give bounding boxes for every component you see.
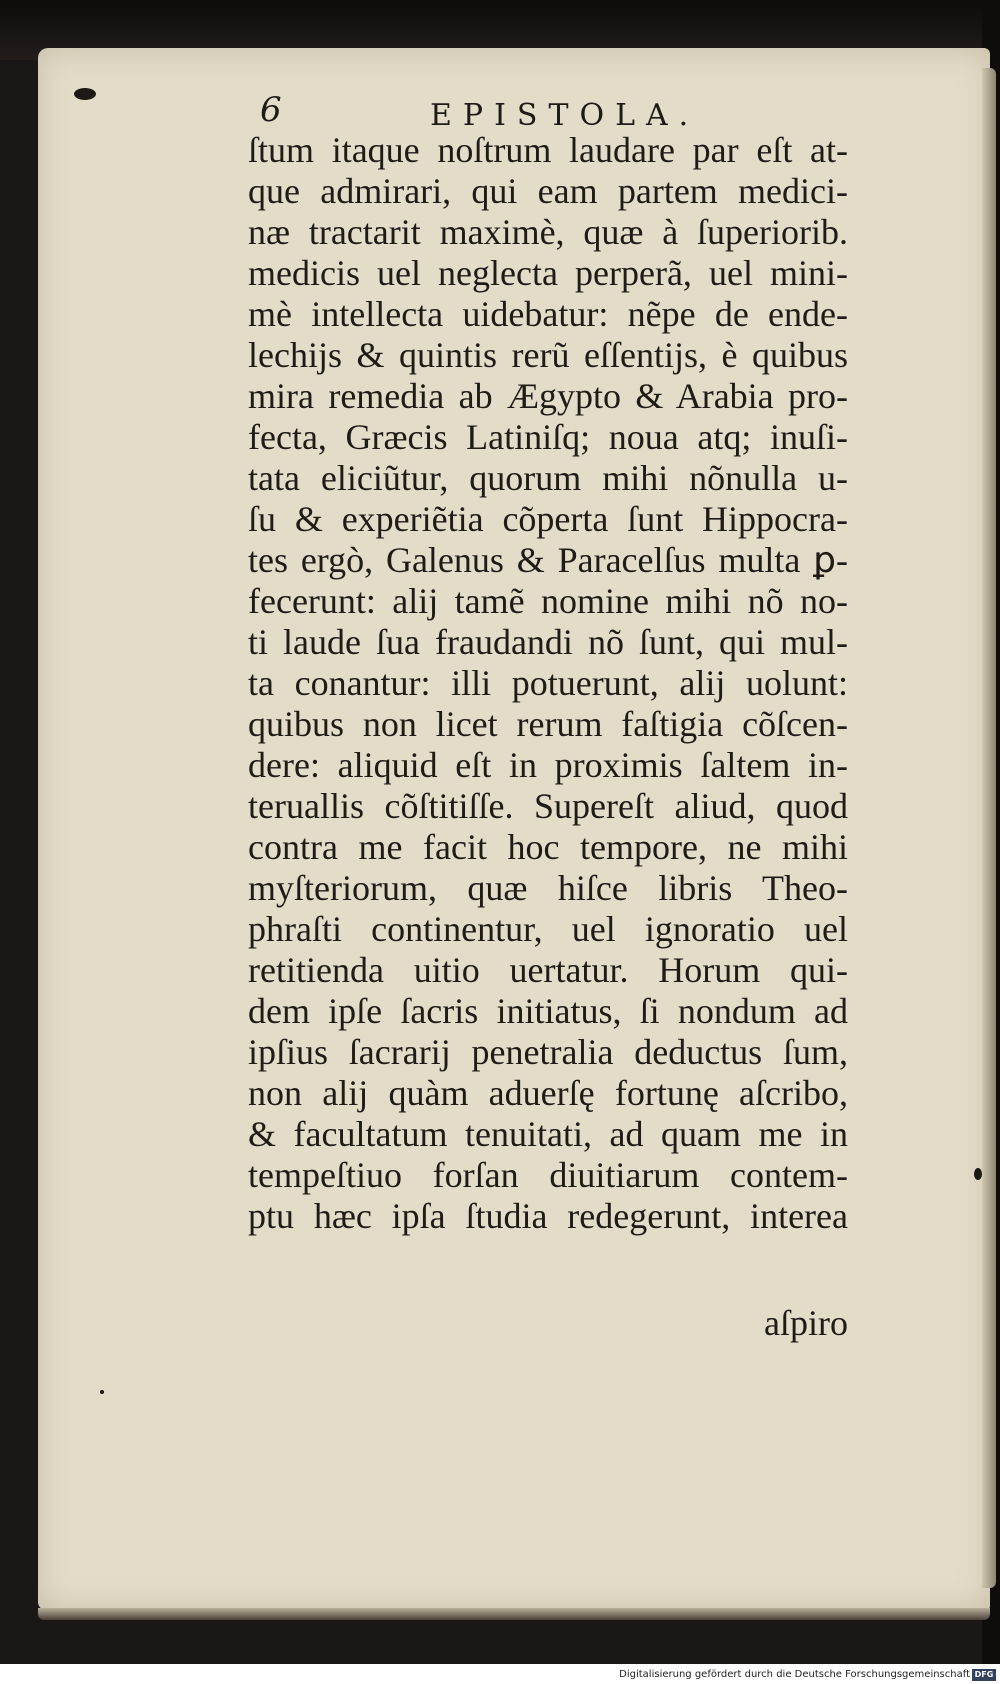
- ink-speck: [100, 1390, 104, 1394]
- text-line: ti laude ſua fraudandi nõ ſunt, qui mul-: [248, 622, 848, 662]
- text-line: quibus non licet rerum faſtigia cõſcen-: [248, 704, 848, 744]
- page-edge-curl: [982, 68, 996, 1588]
- credit-text: Digitalisierung gefördert durch die Deutsche Forschungsgemeinschaft: [619, 1669, 970, 1680]
- text-line: ſtum itaque noſtrum laudare par eſt at-: [248, 130, 848, 170]
- catchword: aſpiro: [764, 1303, 848, 1343]
- digitization-credit-bar: [0, 1666, 1000, 1684]
- ink-blot: [74, 88, 96, 100]
- text-line: dem ipſe ſacris initiatus, ſi nondum ad: [248, 991, 848, 1031]
- body-text: [248, 130, 848, 1237]
- text-line: fecerunt: alij tamẽ nomine mihi nõ no-: [248, 581, 848, 621]
- dfg-logo: DFG: [972, 1669, 996, 1681]
- text-line: ptu hæc ipſa ſtudia redegerunt, interea: [248, 1196, 848, 1236]
- text-line: contra me facit hoc tempore, ne mihi: [248, 827, 848, 867]
- text-line: mira remedia ab Ægypto & Arabia pro-: [248, 376, 848, 416]
- text-line: dere: aliquid eſt in proximis ſaltem in-: [248, 745, 848, 785]
- text-line: myſteriorum, quæ hiſce libris Theo-: [248, 868, 848, 908]
- page-number: 6: [260, 90, 282, 130]
- text-line: que admirari, qui eam partem medici-: [248, 171, 848, 211]
- text-line: lechijs & quintis rerũ eſſentijs, è quibus: [248, 335, 848, 375]
- ink-speck: [974, 1168, 982, 1180]
- text-line: tes ergò, Galenus & Paracelſus multa ꝑ-: [248, 540, 848, 580]
- text-line: non alij quàm aduerſę fortunę aſcribo,: [248, 1073, 848, 1113]
- text-line: medicis uel neglecta perperã, uel mini-: [248, 253, 848, 293]
- text-line: ſu & experiẽtia cõperta ſunt Hippocra-: [248, 499, 848, 539]
- header-title: EPISTOLA.: [430, 98, 700, 133]
- text-line: & facultatum tenuitati, ad quam me in: [248, 1114, 848, 1154]
- text-line: fecta, Græcis Latiniſq; noua atq; inuſi-: [248, 417, 848, 457]
- text-line: tata eliciũtur, quorum mihi nõnulla u-: [248, 458, 848, 498]
- text-line: ipſius ſacrarij penetralia deductus ſum,: [248, 1032, 848, 1072]
- text-line: tempeſtiuo forſan diuitiarum contem-: [248, 1155, 848, 1195]
- text-line: teruallis cõſtitiſſe. Supereſt aliud, quod: [248, 786, 848, 826]
- text-line: mè intellecta uidebatur: nẽpe de ende-: [248, 294, 848, 334]
- text-line: retitienda uitio uertatur. Horum qui-: [248, 950, 848, 990]
- page-bottom-edge: [38, 1608, 990, 1620]
- text-line: ta conantur: illi potuerunt, alij uolunt:: [248, 663, 848, 703]
- text-line: næ tractarit maximè, quæ à ſuperiorib.: [248, 212, 848, 252]
- text-line: phraſti continentur, uel ignoratio uel: [248, 909, 848, 949]
